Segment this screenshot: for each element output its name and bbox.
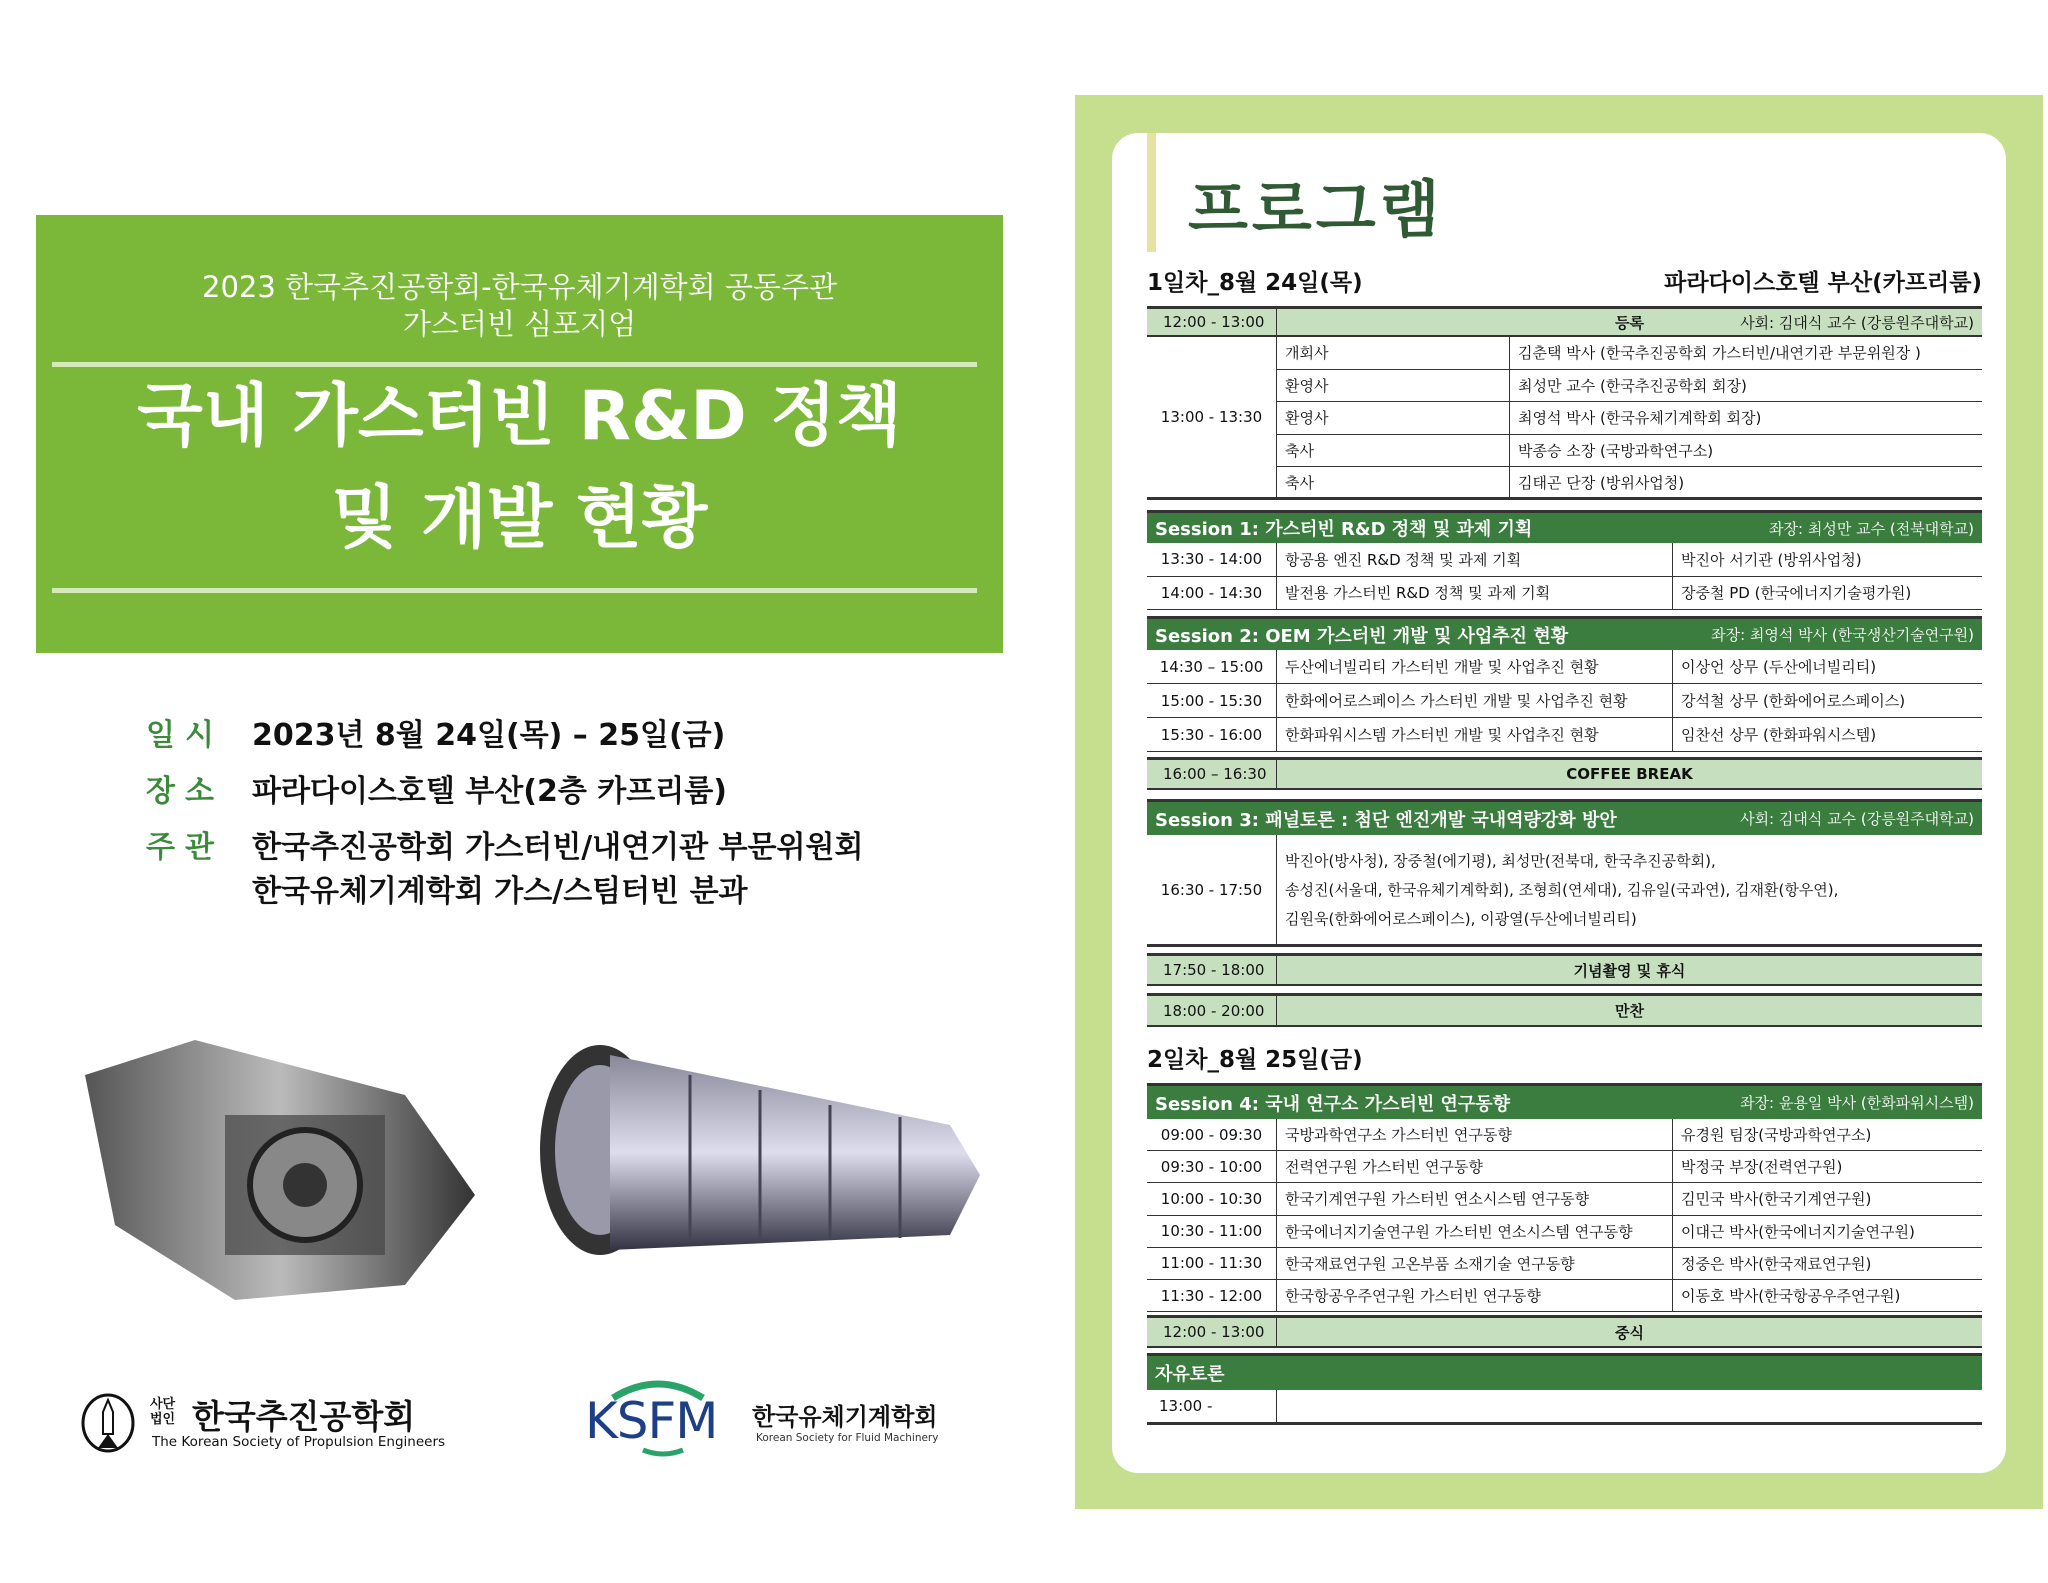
time-cell: 16:00 – 16:30: [1147, 760, 1277, 788]
schedule-block: [1147, 306, 1982, 337]
session-title: Session 2: OEM 가스터빈 개발 및 사업추진 현황: [1155, 625, 1569, 647]
table-row: [1277, 435, 1982, 468]
time-cell: 18:00 - 20:00: [1147, 996, 1277, 1025]
role: 환영사: [1277, 370, 1510, 402]
table-row: [1147, 650, 1982, 684]
subtitle-line1: 2023 한국추진공학회-한국유체기계학회 공동주관: [202, 270, 837, 304]
schedule-block: [1147, 1315, 1982, 1348]
registration-row: [1147, 306, 1982, 337]
table-row: [1147, 1248, 1982, 1280]
time-cell: 09:30 - 10:00: [1147, 1151, 1277, 1182]
name: 최성만 교수 (한국추진공학회 회장): [1518, 376, 1747, 395]
ksfm-abbr: KSFM: [585, 1392, 718, 1450]
band-label: 만찬: [1615, 1002, 1644, 1020]
info-label-venue: 장소: [146, 774, 224, 809]
talk-title: 한국항공우주연구원 가스터빈 연구동향: [1277, 1280, 1673, 1311]
kspe-english: The Korean Society of Propulsion Engineers: [152, 1434, 446, 1450]
table-row: [1147, 1151, 1982, 1183]
role: 축사: [1277, 467, 1510, 497]
speaker: 박진아 서기관 (방위사업청): [1681, 550, 1862, 569]
speaker: 이대근 박사(한국에너지기술연구원): [1681, 1222, 1915, 1241]
time-cell: 17:50 - 18:00: [1147, 956, 1277, 984]
time-cell: 13:30 - 14:00: [1147, 543, 1277, 576]
time-cell: 09:00 - 09:30: [1147, 1119, 1277, 1150]
table-row: [1277, 467, 1982, 500]
band-label: 기념촬영 및 휴식: [1573, 961, 1686, 980]
schedule-block: [1147, 650, 1982, 752]
time-cell: 14:00 - 14:30: [1147, 577, 1277, 610]
session-title: Session 1: 가스터빈 R&D 정책 및 과제 기획: [1155, 519, 1533, 540]
role: 축사: [1277, 435, 1510, 467]
panel-members: [1277, 835, 1982, 947]
session-chair: 사회: 김대식 교수 (강릉원주대학교): [1740, 810, 1974, 828]
name: 박종승 소장 (국방과학연구소): [1518, 442, 1714, 461]
program-title: 프로그램: [1188, 173, 1444, 246]
schedule-block: [1147, 510, 1982, 543]
session2-header: [1147, 616, 1982, 650]
host-text: 사회: 김대식 교수 (강릉원주대학교): [1740, 313, 1974, 332]
day2-title: 2일차_8월 25일(금): [1147, 1047, 1363, 1073]
speaker: 이동호 박사(한국항공우주연구원): [1681, 1287, 1901, 1306]
schedule-block: [1147, 757, 1982, 790]
session-chair: 좌장: 최성만 교수 (전북대학교): [1769, 519, 1974, 538]
title-banner: [36, 215, 1003, 653]
divider: [52, 588, 977, 593]
time-cell: 16:30 - 17:50: [1147, 835, 1277, 947]
schedule-block: [1147, 953, 1982, 986]
session3-header: [1147, 799, 1982, 835]
session4-header: [1147, 1083, 1982, 1119]
day1-title: 1일차_8월 24일(목): [1147, 270, 1363, 296]
role: 개회사: [1277, 337, 1510, 369]
schedule-block: [1147, 543, 1982, 610]
info-label-date: 일시: [146, 718, 224, 753]
coffee-break-row: [1147, 757, 1982, 790]
schedule-block: [1147, 1390, 1982, 1425]
lunch-row: [1147, 1315, 1982, 1348]
band-label: 중식: [1615, 1323, 1644, 1342]
title-accent-bar: [1147, 133, 1156, 252]
info-label-host: 주관: [146, 830, 224, 865]
schedule-block: [1147, 616, 1982, 650]
name: 최영석 박사 (한국유체기계학회 회장): [1518, 409, 1762, 428]
time-cell: 15:30 - 16:00: [1147, 718, 1277, 751]
talk-title: 한화에어로스페이스 가스터빈 개발 및 사업추진 현황: [1277, 684, 1673, 717]
talk-title: 발전용 가스터빈 R&D 정책 및 과제 기획: [1277, 577, 1673, 610]
free-discussion-title: 자유토론: [1155, 1364, 1225, 1385]
schedule-block: [1147, 337, 1982, 500]
table-row: [1277, 337, 1982, 370]
info-value-date: 2023년 8월 24일(목) – 25일(금): [252, 718, 726, 753]
photo-break-row: [1147, 953, 1982, 986]
table-row: [1147, 1390, 1982, 1425]
talk-title: 국방과학연구소 가스터빈 연구동향: [1277, 1119, 1673, 1150]
panel-line: 송성진(서울대, 한국유체기계학회), 조형희(연세대), 김유일(국과연), 김재환(항우연),: [1285, 881, 1839, 899]
talk-title: 한국에너지기술연구원 가스터빈 연소시스템 연구동향: [1277, 1216, 1673, 1247]
time-cell: 15:00 - 15:30: [1147, 684, 1277, 717]
panel-line: 김원욱(한화에어로스페이스), 이광열(두산에너빌리티): [1285, 910, 1637, 928]
talk-title: 한국기계연구원 가스터빈 연소시스템 연구동향: [1277, 1183, 1673, 1214]
schedule-block: [1147, 1353, 1982, 1390]
talk-title: 항공용 엔진 R&D 정책 및 과제 기획: [1277, 543, 1673, 576]
table-row: [1147, 1216, 1982, 1248]
name: 김태곤 단장 (방위사업청): [1518, 473, 1685, 492]
title-line1: 국내 가스터빈 R&D 정책: [137, 377, 902, 456]
schedule-block: [1147, 799, 1982, 835]
time-cell: 12:00 - 13:00: [1147, 309, 1277, 335]
time-cell: 13:00 -: [1147, 1390, 1277, 1422]
talk-title: 두산에너빌리티 가스터빈 개발 및 사업추진 현황: [1277, 650, 1673, 683]
info-value-venue: 파라다이스호텔 부산(2층 카프리룸): [252, 774, 727, 809]
subtitle-line2: 가스터빈 심포지엄: [402, 307, 637, 341]
table-row: [1147, 577, 1982, 611]
time-cell: 10:00 - 10:30: [1147, 1183, 1277, 1214]
ksfm-name: 한국유체기계학회: [752, 1403, 938, 1431]
band-label: COFFEE BREAK: [1566, 765, 1693, 783]
speaker: 박정국 부장(전력연구원): [1681, 1158, 1843, 1177]
schedule-block: [1147, 993, 1982, 1027]
talk-title: 한국재료연구원 고온부품 소재기술 연구동향: [1277, 1248, 1673, 1279]
table-row: [1277, 402, 1982, 435]
panel-line: 박진아(방사청), 장중철(에기평), 최성만(전북대, 한국추진공학회),: [1285, 852, 1716, 870]
talk-title: 전력연구원 가스터빈 연구동향: [1277, 1151, 1673, 1182]
session-title: Session 3: 패널토론 : 첨단 엔진개발 국내역량강화 방안: [1155, 809, 1617, 831]
table-row: [1147, 1119, 1982, 1151]
speaker: 이상언 상무 (두산에너빌리티): [1681, 658, 1877, 676]
talk-title: 한화파워시스템 가스터빈 개발 및 사업추진 현황: [1277, 718, 1673, 751]
engine-image-left: [75, 1035, 485, 1305]
schedule-block: [1147, 835, 1982, 947]
table-row: [1147, 684, 1982, 718]
role: 환영사: [1277, 402, 1510, 434]
table-row: [1147, 718, 1982, 752]
time-cell: 12:00 - 13:00: [1147, 1318, 1277, 1346]
session-chair: 좌장: 최영석 박사 (한국생산기술연구원): [1711, 626, 1974, 644]
info-value-host2: 한국유체기계학회 가스/스팀터빈 분과: [252, 874, 748, 909]
time-cell: 10:30 - 11:00: [1147, 1216, 1277, 1247]
speaker: 임찬선 상무 (한화파워시스템): [1681, 726, 1877, 744]
band-label: 등록: [1615, 313, 1644, 332]
session-chair: 좌장: 윤용일 박사 (한화파워시스템): [1740, 1094, 1974, 1112]
table-row: [1147, 1280, 1982, 1312]
kspe-logo-icon: [80, 1392, 136, 1454]
engine-image-right: [510, 1035, 990, 1305]
free-discussion-header: [1147, 1353, 1982, 1390]
name: 김춘택 박사 (한국추진공학회 가스터빈/내연기관 부문위원장 ): [1518, 344, 1921, 363]
session1-header: [1147, 510, 1982, 543]
table-row: [1147, 1183, 1982, 1215]
speaker: 정중은 박사(한국재료연구원): [1681, 1254, 1872, 1273]
dinner-row: [1147, 993, 1982, 1027]
speaker: 강석철 상무 (한화에어로스페이스): [1681, 692, 1906, 710]
schedule-block: [1147, 1119, 1982, 1312]
info-value-host1: 한국추진공학회 가스터빈/내연기관 부문위원회: [252, 830, 864, 865]
table-row: [1147, 543, 1982, 577]
session-title: Session 4: 국내 연구소 가스터빈 연구동향: [1155, 1093, 1511, 1115]
time-cell: 13:00 - 13:30: [1147, 337, 1277, 500]
kspe-prefix: 사단 법인: [150, 1397, 176, 1427]
title-line2: 및 개발 현황: [331, 479, 708, 558]
table-row: [1277, 370, 1982, 403]
ksfm-english: Korean Society for Fluid Machinery: [756, 1432, 939, 1444]
time-cell: 14:30 – 15:00: [1147, 650, 1277, 683]
speaker: 김민국 박사(한국기계연구원): [1681, 1190, 1872, 1209]
speaker: 장중철 PD (한국에너지기술평가원): [1681, 584, 1912, 603]
schedule-block: [1147, 1083, 1982, 1119]
time-cell: 11:00 - 11:30: [1147, 1248, 1277, 1279]
kspe-name: 한국추진공학회: [192, 1397, 416, 1436]
time-cell: 11:30 - 12:00: [1147, 1280, 1277, 1311]
speaker: 유경원 팀장(국방과학연구소): [1681, 1126, 1872, 1145]
day1-venue: 파라다이스호텔 부산(카프리룸): [1664, 270, 1982, 296]
